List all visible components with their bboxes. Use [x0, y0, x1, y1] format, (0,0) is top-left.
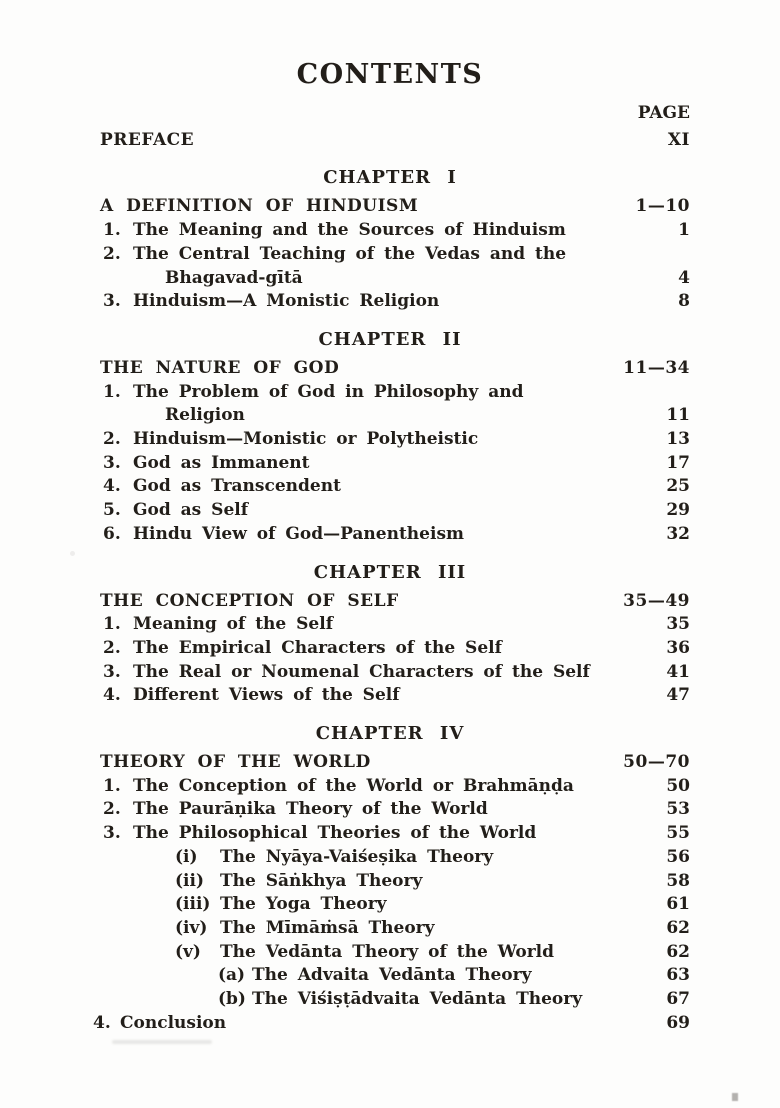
toc-entry-page: 55: [666, 823, 690, 844]
toc-entry-number: 3.: [103, 823, 121, 844]
toc-entry-page: 47: [666, 685, 690, 706]
toc-entry-page: 41: [666, 661, 690, 682]
toc-subsubentry-label: The Viśiṣṭādvaita Vedānta Theory: [252, 989, 583, 1010]
toc-entry: [0, 452, 780, 476]
toc-entry-number: 6.: [103, 523, 121, 544]
toc-subsubentry-number: (a): [218, 965, 246, 986]
toc-entry-number: 1.: [103, 381, 121, 402]
toc-entry-page: 69: [666, 1012, 690, 1033]
toc-subentry-number: (iii): [175, 894, 211, 915]
toc-subentry-number: (ii): [175, 870, 205, 891]
chapter-page-range: 11—34: [623, 357, 690, 378]
toc-entry: [0, 428, 780, 452]
toc-subentry-number: (i): [175, 846, 198, 867]
toc-subentry-label: The Yoga Theory: [220, 894, 387, 915]
toc-subsubentry: [0, 964, 780, 988]
toc-entry-label: God as Transcendent: [133, 476, 341, 497]
toc-entry-label: Meaning of the Self: [133, 614, 334, 635]
toc-entry-number: 2.: [103, 243, 121, 264]
toc-entry: [0, 684, 780, 708]
toc-entry: [0, 798, 780, 822]
toc-entry: [0, 381, 780, 405]
toc-entry-page: 8: [678, 291, 690, 312]
toc-subentry-page: 58: [666, 870, 690, 891]
toc-entry-label: Hinduism—Monistic or Polytheistic: [133, 429, 479, 450]
toc-entry-continuation: [0, 404, 780, 428]
toc-entry-number: 1.: [103, 220, 121, 241]
toc-entry-label: The Problem of God in Philosophy and: [133, 381, 524, 402]
toc-entry: [0, 523, 780, 547]
toc-subsubentry-number: (b): [218, 989, 246, 1010]
toc-entry-page: 13: [666, 429, 690, 450]
toc-entry-label: The Meaning and the Sources of Hinduism: [133, 220, 566, 241]
toc-subsubentry-label: The Advaita Vedānta Theory: [252, 965, 532, 986]
toc-entry: [0, 243, 780, 267]
toc-entry-continuation: [0, 267, 780, 291]
toc-subsubentry: [0, 988, 780, 1012]
toc-entry-page: 29: [666, 500, 690, 521]
chapter-2-heading: CHAPTER II: [318, 328, 462, 350]
toc-entry-label: God as Immanent: [133, 452, 310, 473]
toc-subentry-page: 62: [666, 917, 690, 938]
toc-entry-page: 53: [666, 799, 690, 820]
toc-entry-label: The Empirical Characters of the Self: [133, 637, 502, 658]
toc-subentry: [0, 870, 780, 894]
toc-subsubentry-page: 63: [666, 965, 690, 986]
chapter-1-title-row: [0, 195, 780, 219]
toc-entry-number: 1.: [103, 775, 121, 796]
toc-entry-number: 5.: [103, 500, 121, 521]
toc-subentry: [0, 941, 780, 965]
toc-entry: [0, 613, 780, 637]
toc-entry-label: The Central Teaching of the Vedas and the: [133, 243, 567, 264]
chapter-page-range: 35—49: [623, 590, 690, 611]
chapter-page-range: 50—70: [623, 752, 690, 773]
chapter-2-title-row: [0, 357, 780, 381]
toc-entry-number: 3.: [103, 452, 121, 473]
chapter-title: THE NATURE OF GOD: [100, 357, 340, 378]
chapter-title: THE CONCEPTION OF SELF: [100, 590, 399, 611]
toc-subentry-page: 62: [666, 941, 690, 962]
toc-entry-label: Religion: [165, 405, 245, 426]
page-column-header: PAGE: [637, 103, 690, 123]
toc-entry-number: 4.: [93, 1012, 111, 1033]
toc-entry: [0, 637, 780, 661]
toc-entry-number: 2.: [103, 429, 121, 450]
toc-subsubentry-page: 67: [666, 989, 690, 1010]
toc-entry: [0, 475, 780, 499]
toc-entry-page: 25: [666, 476, 690, 497]
preface-page-number: XI: [667, 129, 690, 150]
page-column-header-row: [0, 102, 780, 126]
scan-speck: [732, 1093, 738, 1101]
toc-entry-page: 17: [666, 452, 690, 473]
toc-subentry-page: 61: [666, 894, 690, 915]
scan-speck: [70, 551, 75, 556]
preface-label: PREFACE: [100, 129, 195, 150]
toc-entry-number: 2.: [103, 637, 121, 658]
toc-entry-label: Hinduism—A Monistic Religion: [133, 291, 440, 312]
toc-entry-label: Bhagavad-gītā: [165, 267, 303, 288]
chapter-3-heading: CHAPTER III: [313, 561, 467, 583]
toc-entry: [0, 1012, 780, 1036]
toc-subentry: [0, 846, 780, 870]
toc-entry: [0, 661, 780, 685]
toc-entry-label: The Paurāṇika Theory of the World: [133, 799, 488, 820]
toc-entry-page: 11: [666, 405, 690, 426]
toc-entry-label: The Conception of the World or Brahmāṇḍa: [133, 775, 574, 796]
toc-entry-number: 4.: [103, 476, 121, 497]
toc-entry-number: 3.: [103, 291, 121, 312]
toc-entry: [0, 219, 780, 243]
chapter-4-title-row: [0, 751, 780, 775]
chapter-4-heading: CHAPTER IV: [315, 723, 465, 745]
toc-entry-label: Hindu View of God—Panentheism: [133, 523, 464, 544]
chapter-title: A DEFINITION OF HINDUISM: [100, 196, 419, 217]
toc-entry-page: 36: [666, 637, 690, 658]
toc-subentry: [0, 893, 780, 917]
toc-subentry-number: (iv): [175, 917, 208, 938]
toc-entry-label: Conclusion: [120, 1012, 227, 1033]
toc-entry-label: The Real or Noumenal Characters of the Self: [133, 661, 590, 682]
chapter-1-heading: CHAPTER I: [323, 167, 457, 189]
toc-entry-number: 4.: [103, 685, 121, 706]
toc-subentry: [0, 917, 780, 941]
toc-entry-page: 4: [678, 267, 690, 288]
toc-entry-page: 32: [666, 523, 690, 544]
toc-entry-page: 1: [678, 220, 690, 241]
toc-entry-number: 3.: [103, 661, 121, 682]
chapter-page-range: 1—10: [635, 196, 690, 217]
chapter-3-title-row: [0, 590, 780, 614]
chapter-title: THEORY OF THE WORLD: [100, 752, 371, 773]
toc-subentry-label: The Nyāya-Vaiśeṣika Theory: [220, 846, 494, 867]
scan-smudge: [112, 1040, 212, 1044]
toc-entry-page: 35: [666, 614, 690, 635]
toc-subentry-label: The Vedānta Theory of the World: [220, 941, 555, 962]
toc-entry: [0, 290, 780, 314]
preface-entry: [0, 129, 780, 153]
toc-subentry-label: The Sāṅkhya Theory: [220, 870, 423, 891]
toc-entry: [0, 499, 780, 523]
toc-subentry-number: (v): [175, 941, 201, 962]
toc-entry-label: The Philosophical Theories of the World: [133, 823, 537, 844]
toc-entry-label: God as Self: [133, 500, 249, 521]
toc-subentry-page: 56: [666, 846, 690, 867]
toc-entry-number: 2.: [103, 799, 121, 820]
toc-entry: [0, 775, 780, 799]
page-title: CONTENTS: [296, 59, 484, 90]
toc-subentry-label: The Mīmāṁsā Theory: [220, 917, 435, 938]
toc-entry-label: Different Views of the Self: [133, 685, 400, 706]
toc-entry-page: 50: [666, 775, 690, 796]
toc-entry: [0, 822, 780, 846]
toc-entry-number: 1.: [103, 614, 121, 635]
